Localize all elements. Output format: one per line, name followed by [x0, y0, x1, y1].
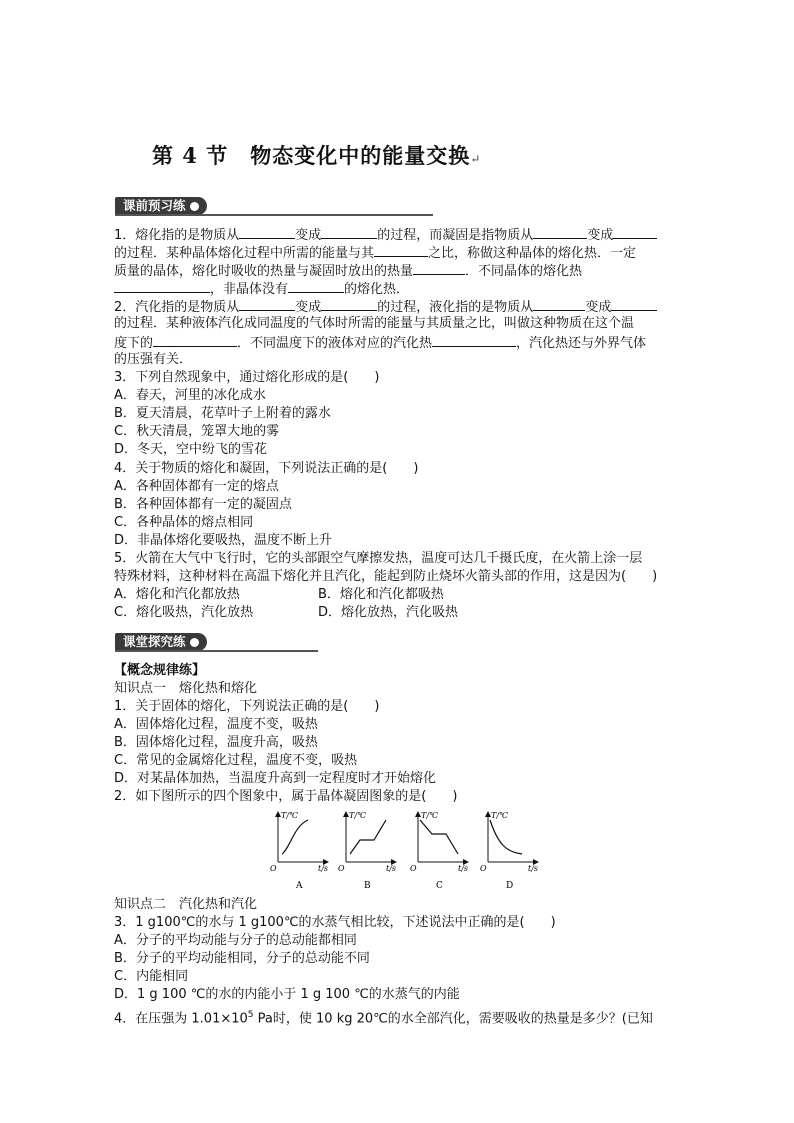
- section-label: 课堂探究练: [123, 634, 186, 649]
- bullet-dot-icon: [190, 202, 199, 211]
- option: C．秋天清晨，笼罩大地的雾: [114, 424, 280, 439]
- blank: [321, 297, 377, 311]
- option: C．内能相同: [114, 969, 189, 984]
- graph-option-label: B: [364, 881, 371, 891]
- question-5-cont: 特殊材料，这种材料在高温下熔化并且汽化，能起到防止烧坏火箭头部的作用，这是因为( ): [114, 569, 658, 584]
- class-question-1: 1．关于固体的熔化，下列说法正确的是( ): [114, 699, 380, 714]
- knowledge-point-1: 知识点一 熔化热和熔化: [114, 681, 258, 696]
- graph-x-label: t/s: [528, 864, 539, 873]
- graph-x-label: t/s: [318, 864, 329, 873]
- graph-curve: [350, 820, 386, 854]
- graph-y-label: T/℃: [349, 811, 366, 820]
- graph-option-label: D: [506, 881, 514, 891]
- graph-origin-label: O: [338, 864, 345, 873]
- graph-option-label: A: [296, 881, 303, 891]
- option: A．各种固体都有一定的熔点: [114, 479, 279, 494]
- blank: [533, 225, 587, 239]
- option: B．夏天清晨，花草叶子上附着的露水: [114, 406, 331, 421]
- pre-line-4: ，非晶体没有 的熔化热．: [114, 279, 409, 299]
- pre-line-3: 质量的晶体，熔化时吸收的热量与凝固时放出的热量 ．不同晶体的熔化热: [114, 261, 582, 281]
- option: D．冬天，空中纷飞的雪花: [114, 442, 268, 457]
- pre-line-7: 度下的 ．不同温度下的液体对应的汽化热 ，汽化热还与外界气体: [114, 333, 646, 353]
- section-label: 课前预习练: [123, 198, 186, 213]
- blank: [432, 333, 516, 347]
- option: A．熔化和汽化都放热: [114, 587, 240, 602]
- bullet-dot-icon: [190, 638, 199, 647]
- graph-curve: [490, 820, 522, 854]
- blank: [114, 279, 210, 293]
- option: B．固体熔化过程，温度升高，吸热: [114, 735, 318, 750]
- graph-b: [338, 811, 396, 891]
- pre-line-6: 的过程．某种液体汽化成同温度的气体时所需的能量与其质量之比，叫做这种物质在这个温: [114, 316, 635, 331]
- option: B．熔化和汽化都吸热: [318, 587, 444, 602]
- section-header-class: [115, 632, 207, 652]
- blank: [321, 225, 377, 239]
- option: A．春天，河里的冰化成水: [114, 388, 266, 403]
- section-rule: [115, 214, 433, 216]
- option: A．固体熔化过程，温度不变，吸热: [114, 717, 318, 732]
- blank: [374, 243, 428, 257]
- concept-heading: 【概念规律练】: [114, 663, 206, 678]
- blank: [613, 225, 657, 239]
- option: D．非晶体熔化要吸热，温度不断上升: [114, 533, 333, 548]
- option: A．分子的平均动能与分子的总动能都相同: [114, 933, 357, 948]
- option: C．常见的金属熔化过程，温度不变，吸热: [114, 753, 358, 768]
- graph-origin-label: O: [270, 864, 277, 873]
- pre-line-8: 的压强有关．: [114, 352, 193, 367]
- option: B．分子的平均动能相同，分子的总动能不同: [114, 951, 370, 966]
- blank: [611, 297, 657, 311]
- section-header-pre: [115, 196, 207, 216]
- graph-a: [270, 811, 328, 891]
- section-rule: [115, 650, 318, 652]
- graph-option-label: C: [436, 881, 443, 891]
- class-question-3: 3．1 g100℃的水与 1 g100℃的水蒸气相比较，下述说法中正确的是( ): [114, 915, 556, 930]
- knowledge-point-2: 知识点二 汽化热和汽化: [114, 897, 258, 912]
- graph-curve: [420, 820, 458, 854]
- option: B．各种固体都有一定的凝固点: [114, 497, 292, 512]
- option: D．1 g 100 ℃的水的内能小于 1 g 100 ℃的水蒸气的内能: [114, 987, 460, 1002]
- option: D．对某晶体加热，当温度升高到一定程度时才开始熔化: [114, 771, 437, 786]
- blank: [239, 297, 295, 311]
- page-title: 第 4 节 物态变化中的能量交换↵: [152, 143, 482, 168]
- class-question-4: 4．在压强为 $1.01\times 10^5$ Pa时，使 10 kg 20℃的水全部汽化，需要吸收的热量是多少？(已知: [114, 1010, 653, 1027]
- option: C．各种晶体的熔点相同: [114, 515, 254, 530]
- option: D．熔化放热，汽化吸热: [318, 605, 459, 620]
- graph-x-label: t/s: [386, 864, 397, 873]
- blank: [533, 297, 585, 311]
- graph-origin-label: O: [410, 864, 417, 873]
- graph-y-label: T/℃: [491, 811, 508, 820]
- option: C．熔化吸热，汽化放热: [114, 605, 254, 620]
- blank: [413, 261, 465, 275]
- question-3: 3．下列自然现象中，通过熔化形成的是( ): [114, 370, 380, 385]
- return-mark-icon: ↵: [470, 152, 482, 166]
- pre-line-2: 的过程．某种晶体熔化过程中所需的能量与其 之比，称做这种晶体的熔化热．一定: [114, 243, 636, 263]
- question-4: 4．关于物质的熔化和凝固，下列说法正确的是( ): [114, 461, 419, 476]
- graph-d: [480, 811, 538, 891]
- graph-y-label: T/℃: [281, 811, 298, 820]
- class-question-2: 2．如下图所示的四个图象中，属于晶体凝固图象的是( ): [114, 789, 458, 804]
- graph-c: [410, 811, 468, 891]
- blank: [239, 225, 295, 239]
- graph-y-label: T/℃: [421, 811, 438, 820]
- phase-graphs: [258, 808, 548, 894]
- graph-curve: [282, 820, 308, 854]
- blank: [153, 333, 237, 347]
- blank: [288, 279, 344, 293]
- question-5: 5．火箭在大气中飞行时，它的头部跟空气摩擦发热，温度可达几千摄氏度，在火箭上涂一层: [114, 551, 643, 566]
- graph-x-label: t/s: [458, 864, 469, 873]
- pre-line-1: 1．熔化指的是物质从 变成 的过程，而凝固是指物质从 变成: [114, 225, 657, 245]
- graph-origin-label: O: [480, 864, 487, 873]
- pre-line-5: 2．汽化指的是物质从 变成 的过程，液化指的是物质从 变成: [114, 297, 657, 317]
